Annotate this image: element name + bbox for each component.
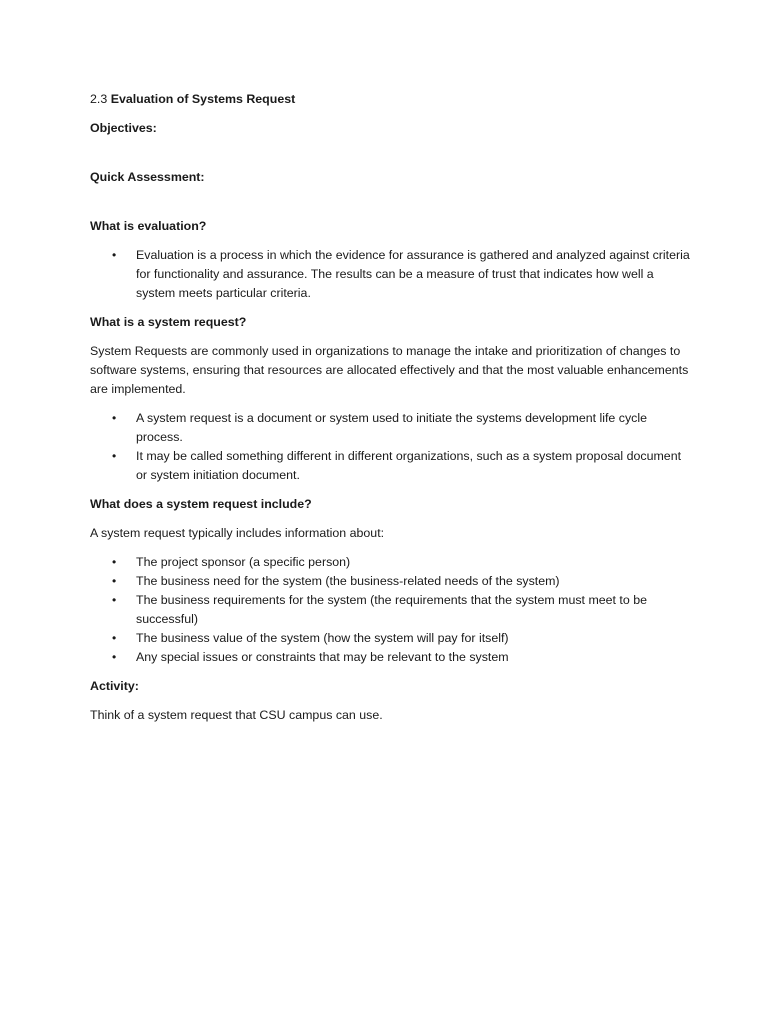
bullet-icon: • — [112, 411, 117, 425]
list-item-text: It may be called something different in different organizations, such as a system proposal document or system initiation document. — [136, 449, 682, 482]
evaluation-heading: What is evaluation? — [90, 219, 207, 233]
list-item — [90, 572, 690, 591]
document-page — [90, 90, 690, 735]
list-item — [90, 246, 690, 303]
activity-text: Think of a system request that CSU campus can use. — [90, 708, 383, 722]
activity-heading: Activity: — [90, 679, 139, 693]
list-item-text: Any special issues or constraints that may be relevant to the system — [136, 650, 509, 664]
spacer — [90, 148, 690, 168]
list-item-text: The business need for the system (the business-related needs of the system) — [136, 574, 560, 588]
bullet-icon: • — [112, 631, 117, 645]
bullet-icon: • — [112, 593, 117, 607]
list-item-text: The business requirements for the system (the requirements that the system must meet to be successful) — [136, 593, 647, 626]
includes-list — [90, 553, 690, 667]
bullet-icon: • — [112, 449, 117, 463]
list-item — [90, 629, 690, 648]
list-item — [90, 409, 690, 447]
system-request-paragraph: System Requests are commonly used in organizations to manage the intake and prioritization of changes to software systems, ensuring that resources are allocated effectively and that the most valuable enhancements are implemented. — [90, 344, 689, 396]
section-title-text: Evaluation of Systems Request — [110, 92, 296, 106]
list-item-text: Evaluation is a process in which the evidence for assurance is gathered and analyzed against criteria for functionality and assurance. The results can be a measure of trust that indicates how well a system meets particular criteria. — [136, 248, 690, 300]
bullet-icon: • — [112, 574, 117, 588]
list-item-text: The business value of the system (how the system will pay for itself) — [136, 631, 509, 645]
list-item — [90, 553, 690, 572]
section-title — [90, 90, 690, 109]
quick-assessment-heading: Quick Assessment: — [90, 170, 205, 184]
list-item-text: A system request is a document or system used to initiate the systems development life cycle process. — [136, 411, 647, 444]
bullet-icon: • — [112, 248, 117, 262]
includes-heading: What does a system request include? — [90, 497, 312, 511]
list-item-text: The project sponsor (a specific person) — [136, 555, 351, 569]
list-item — [90, 591, 690, 629]
system-request-list — [90, 409, 690, 485]
spacer — [90, 197, 690, 217]
bullet-icon: • — [112, 650, 117, 664]
section-number: 2.3 — [90, 92, 108, 106]
includes-intro: A system request typically includes information about: — [90, 526, 385, 540]
bullet-icon: • — [112, 555, 117, 569]
objectives-heading: Objectives: — [90, 121, 157, 135]
list-item — [90, 648, 690, 667]
list-item — [90, 447, 690, 485]
evaluation-list — [90, 246, 690, 303]
system-request-heading: What is a system request? — [90, 315, 247, 329]
